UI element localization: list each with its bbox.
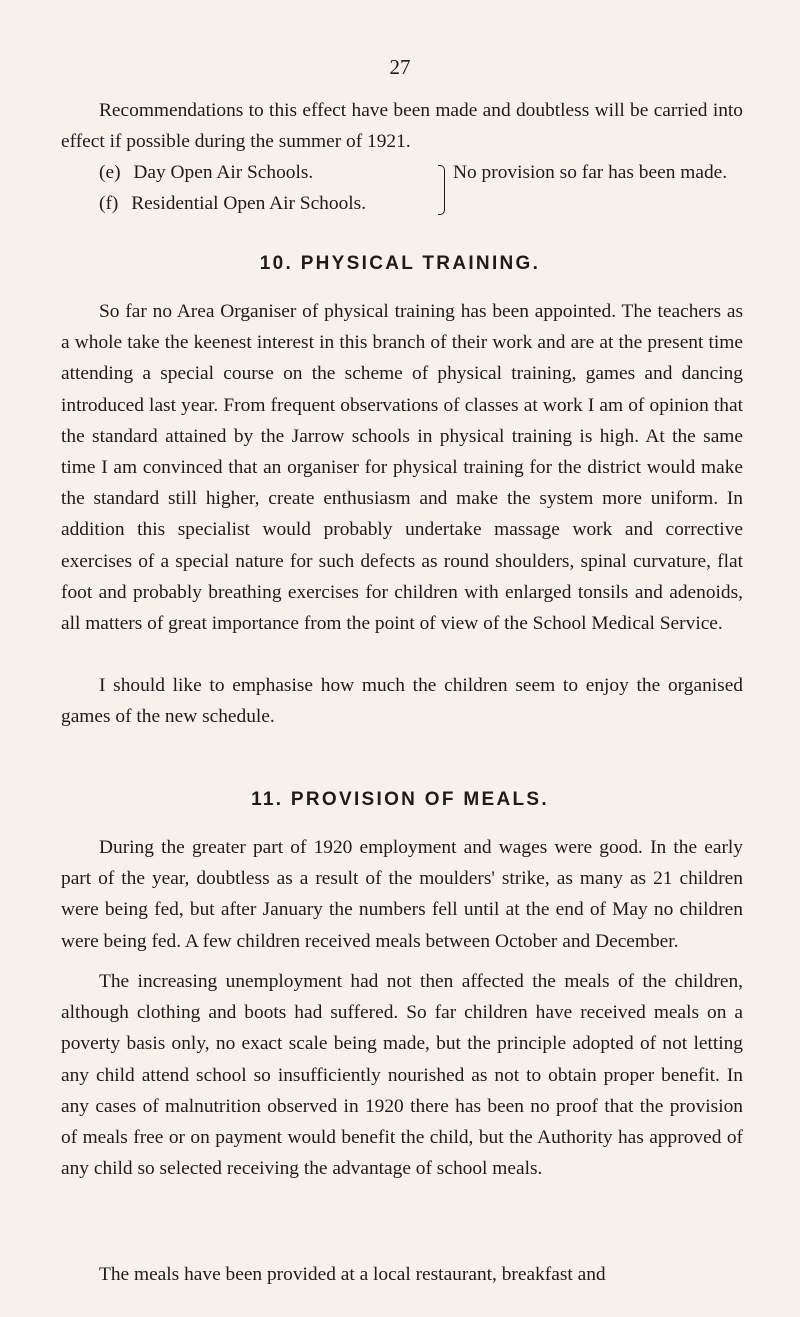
list-item-text: Day Open Air Schools.	[133, 162, 314, 183]
section-10-paragraph: I should like to emphasise how much the children seem to enjoy the organised games of the new schedule.	[61, 675, 743, 728]
section-11-heading: 11. PROVISION OF MEALS.	[251, 789, 549, 810]
brace-note: No provision so far has been made.	[453, 162, 728, 183]
list-marker: (e)	[99, 162, 121, 183]
list-item-e	[99, 157, 313, 188]
list-item-text: Residential Open Air Schools.	[131, 193, 367, 214]
section-11-paragraph: The meals have been provided at a local restaurant, breakfast and	[99, 1264, 606, 1285]
list-item-f	[99, 188, 366, 219]
page-number: 27	[389, 55, 411, 79]
section-10-paragraph: So far no Area Organiser of physical training has been appointed. The teachers as a whole take the keenest interest in this branch of their work and are at the present time attending a special course on the scheme of physical training, games and dancing introduced last year. From frequent observations of classes at work I am of opinion that the standard attained by the Jarrow schools in physical training is high. At the same time I am convinced that an organiser for physical training for the district would make the standard still higher, create enthusiasm and make the system more uniform. In addition this specialist would probably undertake massage work and corrective exercises of a special nature for such defects as round shoulders, spinal curvature, flat foot and probably breathing exercises for children with enlarged tonsils and adenoids, all matters of great importance from the point of view of the School Medical Service.	[61, 301, 743, 635]
section-11-paragraph: During the greater part of 1920 employment and wages were good. In the early part of the year, doubtless as a result of the moulders' strike, as many as 21 children were being fed, but after January the numbers fell until at the end of May no children were being fed. A few children received meals between October and December.	[61, 837, 743, 952]
right-brace-icon	[438, 165, 445, 215]
section-11-paragraph: The increasing unemployment had not then affected the meals of the children, although clothing and boots had suffered. So far children have received meals on a poverty basis only, no exact scale being made, but the principle adopted of not letting any child attend school so insufficiently nourished as not to obtain proper benefit. In any cases of malnutrition observed in 1920 there has been no proof that the provision of meals free or on payment would benefit the child, but the Authority has approved of any child so selected receiving the advantage of school meals.	[61, 971, 743, 1180]
section-10-heading: 10. PHYSICAL TRAINING.	[259, 253, 541, 274]
intro-paragraph: Recommendations to this effect have been made and doubtless will be carried into effect if possible during the summer of 1921.	[61, 100, 743, 153]
list-marker: (f)	[99, 193, 119, 214]
